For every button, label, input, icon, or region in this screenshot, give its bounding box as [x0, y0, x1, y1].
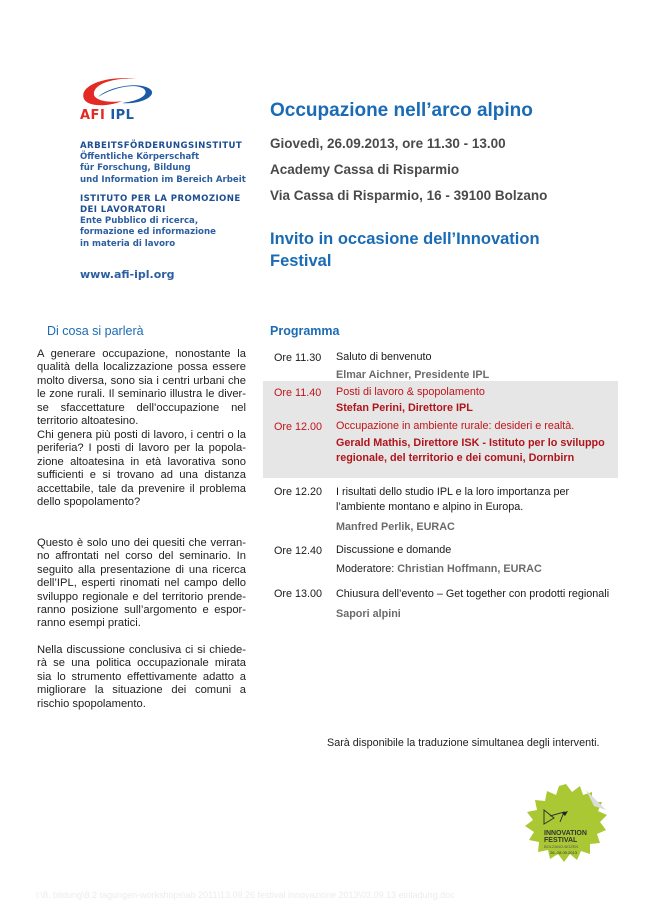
left-section-heading: Di cosa si parlerà — [47, 324, 144, 338]
event-venue: Academy Cassa di Risparmio — [270, 162, 460, 177]
program-time: Ore 12.20 — [274, 486, 323, 498]
moderator-label: Moderatore: — [336, 563, 398, 575]
paragraph: Chi genera più posti di lavoro, i centri o la periferia? I posti di lavoro per la popolazione altoatesina in età lavorativa sono sufficienti e si trovano ad una distanza accettabile, tale da prevenire il problema dello spopolamento? — [37, 429, 246, 509]
innovation-festival-badge-icon — [520, 780, 612, 870]
paragraph: A generare occupazione, nonostante la qualità della localizzazione possa essere molto diversa, sono sia i centri urbani che le zone rurali. Il seminario illustra le diverse sfaccettature dell’occupazione nel territorio altoatesino. — [37, 348, 246, 428]
program-speaker: Gerald Mathis, Direttore ISK - Istituto per lo sviluppo regionale, del territorio e dei comuni, Dornbirn — [336, 437, 605, 464]
event-address: Via Cassa di Risparmio, 16 - 39100 Bolzano — [270, 188, 548, 203]
program-title: Posti di lavoro & spopolamento — [336, 386, 485, 398]
afi-ipl-logo-icon — [78, 73, 158, 113]
program-time: Ore 12.40 — [274, 545, 323, 557]
program-title: Discussione e domande — [336, 544, 452, 556]
organization-description — [80, 141, 246, 250]
svg-text:FESTIVAL: FESTIVAL — [544, 837, 578, 844]
program-time: Ore 12.00 — [274, 421, 323, 433]
org-website-link[interactable]: www.afi-ipl.org — [80, 268, 175, 281]
org-it-heading: ISTITUTO PER LA PROMOZIONE — [80, 193, 241, 204]
org-de-line: und Information im Bereich Arbeit — [80, 174, 246, 185]
program-time: Ore 13.00 — [274, 588, 323, 600]
program-speaker-line — [336, 563, 616, 576]
svg-text:BOLZANO-BOZEN: BOLZANO-BOZEN — [544, 844, 579, 849]
event-title: Occupazione nell’arco alpino — [270, 100, 533, 121]
logo-afi: AFI — [80, 108, 106, 123]
program-heading: Programma — [270, 324, 340, 338]
event-date: Giovedì, 26.09.2013, ore 11.30 - 13.00 — [270, 136, 506, 151]
program-title: I risultati dello studio IPL e la loro importanza per l’ambiente montano e alpino in Europa. — [336, 486, 570, 513]
program-speaker: Manfred Perlik, EURAC — [336, 521, 455, 533]
invite-heading: Invito in occasione dell’Innovation Festival — [270, 230, 540, 270]
program-speaker: Elmar Aichner, Presidente IPL — [336, 369, 490, 381]
program-speaker: Sapori alpini — [336, 608, 401, 620]
org-de-line: für Forschung, Bildung — [80, 163, 191, 174]
org-it-heading: DEI LAVORATORI — [80, 205, 166, 216]
paragraph: Questo è solo uno dei quesiti che verranno affrontati nel corso del seminario. In seguito alla presentazione di una ricerca dell’IPL, esperti rinomati nel campo dello sviluppo regionale e del territorio prenderanno posizione sull’argomento e esporranno esempi pratici. — [37, 537, 246, 630]
program-speaker: Stefan Perini, Direttore IPL — [336, 402, 473, 414]
org-de-heading: ARBEITSFÖRDERUNGSINSTITUT — [80, 141, 243, 151]
org-de-line: Öffentliche Körperschaft — [80, 152, 200, 163]
svg-text:26.-28.09.2013: 26.-28.09.2013 — [550, 850, 577, 855]
translation-note: Sarà disponibile la traduzione simultanea degli interventi. — [327, 737, 600, 749]
program-title: Saluto di benvenuto — [336, 351, 432, 363]
org-it-line: in materia di lavoro — [80, 238, 176, 249]
org-it-line: Ente Pubblico di ricerca, — [80, 216, 199, 227]
program-time: Ore 11.30 — [274, 352, 322, 364]
program-title: Occupazione in ambiente rurale: desideri e realtà. — [336, 420, 575, 432]
program-time: Ore 11.40 — [274, 387, 322, 399]
logo-wordmark — [80, 108, 134, 123]
logo-ipl: IPL — [110, 108, 135, 123]
file-path-footer: i:\8. bildung\8.2 tagungen-workshops\ab 2011\13.09.26 festival innovazione 2013\03.09.13 einladung.doc — [36, 890, 455, 900]
paragraph: Nella discussione conclusiva ci si chiederà se una politica occupazionale mirata sia lo strumento effettivamente adatto a migliorare la situazione dei comuni a rischio spopolamento. — [37, 644, 246, 710]
program-title: Chiusura dell’evento – Get together con prodotti regionali — [336, 588, 610, 600]
program-speaker: Christian Hoffmann, EURAC — [397, 563, 542, 575]
svg-text:INNOVATION: INNOVATION — [544, 830, 587, 837]
org-it-line: formazione ed informazione — [80, 227, 216, 238]
